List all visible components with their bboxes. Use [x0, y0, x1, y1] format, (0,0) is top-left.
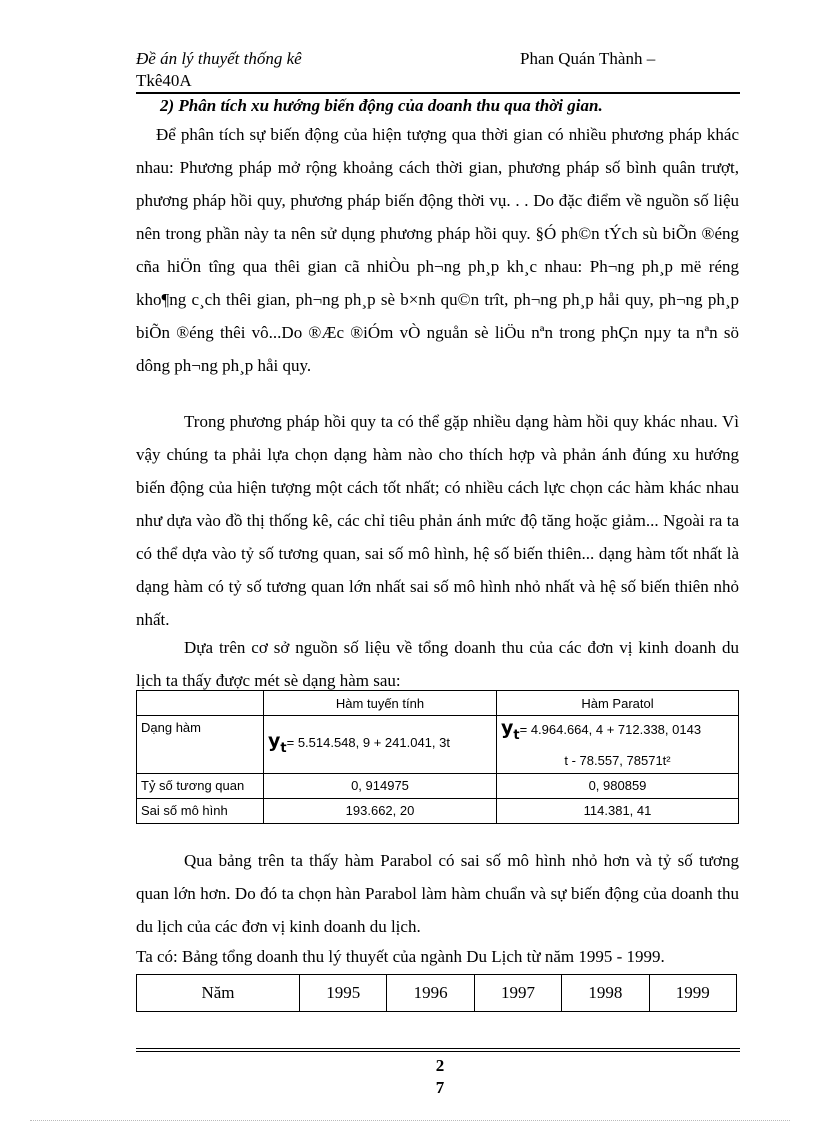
row-label-function-form: Dạng hàm — [137, 716, 264, 774]
yt-symbol: $y_t$ — [268, 729, 287, 756]
year-table — [136, 974, 737, 1012]
document-title: Đề án lý thuyết thống kê — [136, 49, 302, 68]
model-error-parabol: 114.381, 41 — [497, 798, 739, 823]
footer-rule — [136, 1048, 740, 1049]
year-cell: 1995 — [300, 975, 387, 1012]
year-cell: 1996 — [387, 975, 474, 1012]
page-bottom-edge — [30, 1120, 790, 1121]
model-error-linear: 193.662, 20 — [264, 798, 497, 823]
year-cell: 1999 — [649, 975, 736, 1012]
author-name: Phan Quán Thành – — [520, 49, 656, 68]
year-row — [137, 975, 737, 1012]
parabol-formula-cell — [497, 716, 739, 774]
row-label-correlation: Tỷ số tương quan — [137, 773, 264, 798]
table-corner-cell — [137, 691, 264, 716]
year-cell: 1997 — [474, 975, 561, 1012]
table-row-model-error — [137, 798, 739, 823]
correlation-parabol: 0, 980859 — [497, 773, 739, 798]
year-cell: 1998 — [562, 975, 649, 1012]
table-header-row — [137, 691, 739, 716]
table-row-correlation — [137, 773, 739, 798]
paragraph-data-basis: Dựa trên cơ sở nguồn số liệu về tổng doanh thu của các đơn vị kinh doanh du lịch ta thấy được mét sè dạng hàm sau: — [136, 638, 739, 690]
parabol-formula-part1: = 4.964.664, 4 + 712.338, 0143 — [519, 722, 702, 737]
linear-formula: = 5.514.548, 9 + 241.041, 3t — [286, 734, 450, 750]
footer-rule-inner — [136, 1051, 740, 1052]
table-row-function-form — [137, 716, 739, 774]
year-label-cell: Năm — [137, 975, 300, 1012]
column-header-linear: Hàm tuyến tính — [264, 691, 497, 716]
header-rule — [136, 92, 740, 94]
year-table-intro: Ta có: Bảng tổng doanh thu lý thuyết của ngành Du Lịch từ năm 1995 - 1999. — [136, 947, 665, 966]
column-header-parabol: Hàm Paratol — [497, 691, 739, 716]
yt-symbol: $y_t$ — [501, 717, 520, 743]
paragraph-methods: Để phân tích sự biến động của hiện tượng qua thời gian có nhiều phương pháp khác nhau: Phương pháp mở rộng khoảng cách thời gian, phương pháp số bình quân trượt, phương pháp hồi quy, phương pháp biến động thời vụ. . . Do đặc điểm về nguồn số liệu nên trong phần này ta nên sử dụng phương pháp hồi quy. §Ó ph©n tÝch sù biÕn ®éng cña hiÖn tîng qua thêi gian cã nhiÒu ph¬ng ph¸p kh¸c nhau: Ph¬ng ph¸p më réng kho¶ng c¸ch thêi gian, ph¬ng ph¸p sè b×nh qu©n trît, ph¬ng ph¸p håi quy, ph¬ng ph¸p biÕn ®éng thêi vô...Do ®Æc ®iÓm vÒ nguån sè liÖu nªn trong phÇn nµy ta nªn sö dông ph¬ng ph¸p håi quy. — [136, 125, 739, 375]
linear-formula-cell — [264, 716, 497, 774]
paragraph-regression: Trong phương pháp hồi quy ta có thể gặp nhiều dạng hàm hồi quy khác nhau. Vì vậy chúng ta phải lựa chọn dạng hàm nào cho thích hợp và phản ánh đúng xu hướng biến động của hiện tượng một cách tốt nhất; có nhiều cách lực chọn các hàm khác nhau như dựa vào đồ thị thống kê, các chỉ tiêu phản ánh mức độ tăng hoặc giảm... Ngoài ra ta có thể dựa vào tỷ số tương quan, sai số mô hình, hệ số biến thiên... dạng hàm tốt nhất là dạng hàm có tỷ số tương quan lớn nhất sai số mô hình nhỏ nhất và hệ số biến thiên nhỏ nhất. — [136, 412, 739, 629]
paragraph-conclusion: Qua bảng trên ta thấy hàm Parabol có sai số mô hình nhỏ hơn và tỷ số tương quan lớn hơn. Do đó ta chọn hàn Parabol làm hàm chuẩn và sự biến động của doanh thu du lịch của các đơn vị kinh doanh du lịch. — [136, 851, 739, 936]
parabol-formula-part2: t - 78.557, 78571t² — [564, 752, 671, 768]
class-code: Tkê40A — [136, 71, 192, 90]
section-title: 2) Phân tích xu hướng biến động của doanh thu qua thời gian. — [160, 96, 603, 115]
regression-comparison-table — [136, 690, 739, 824]
page-number-line2: 7 — [435, 1078, 445, 1097]
page-number-line1: 2 — [435, 1056, 445, 1075]
row-label-model-error: Sai số mô hình — [137, 798, 264, 823]
correlation-linear: 0, 914975 — [264, 773, 497, 798]
